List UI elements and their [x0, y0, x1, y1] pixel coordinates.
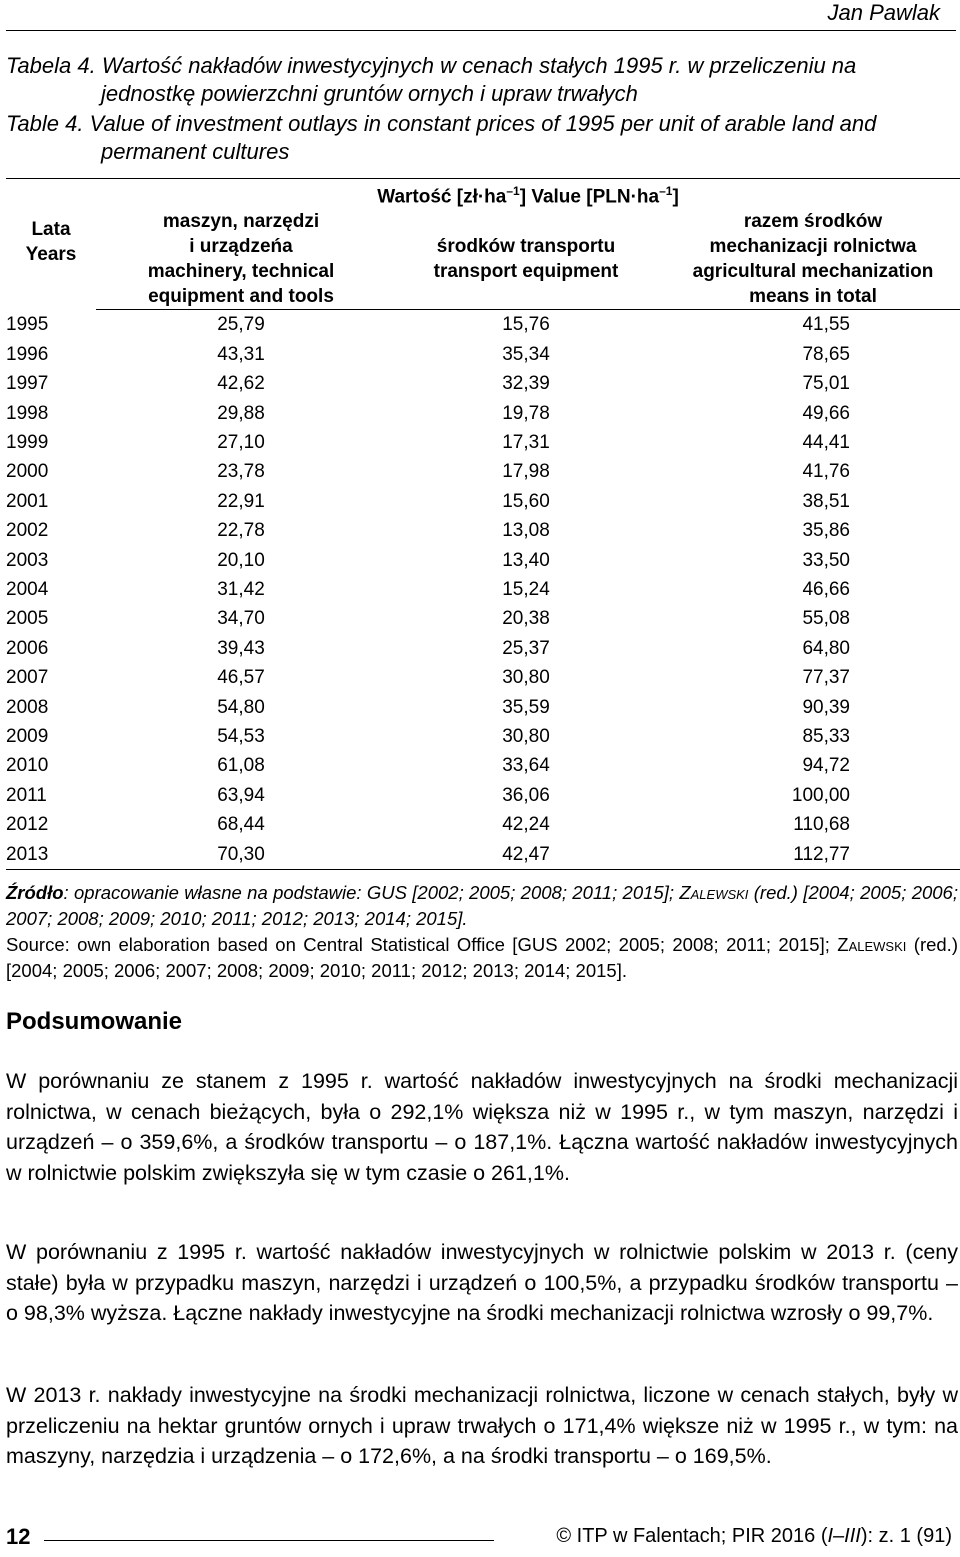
- source-pl-text-end: (red.) [2004; 2005; 2006; 2007; 2008; 2009; 2010; 2011; 2012; 2013; 2014; 2015].: [6, 882, 958, 929]
- cell-total: 46,66: [802, 578, 850, 600]
- cell-machinery: 54,80: [217, 696, 265, 718]
- page-number: 12: [6, 1524, 31, 1549]
- source-en-author: Zalewski: [837, 934, 907, 955]
- cell-year: 2004: [6, 578, 49, 600]
- cell-machinery: 27,10: [217, 431, 265, 453]
- investment-table: [6, 178, 960, 870]
- cell-year: 1996: [6, 343, 49, 365]
- running-header-author: Jan Pawlak: [827, 0, 940, 25]
- cell-total: 94,72: [802, 755, 850, 777]
- cell-transport: 25,37: [502, 637, 550, 659]
- group-header-value: [96, 179, 960, 210]
- cell-total: 35,86: [802, 520, 850, 542]
- cell-total: 33,50: [802, 549, 850, 571]
- cell-year: 2007: [6, 667, 49, 689]
- cell-total: 100,00: [791, 784, 850, 806]
- col-header-machinery: [96, 209, 386, 310]
- cell-total: 41,55: [802, 314, 850, 336]
- cell-total: 49,66: [802, 402, 850, 424]
- table-row: [6, 663, 960, 692]
- cell-year: 1998: [6, 402, 49, 424]
- footer-journal-issue: I–III: [827, 1525, 861, 1547]
- cell-transport: 17,31: [502, 431, 550, 453]
- section-title: Podsumowanie: [6, 1008, 183, 1035]
- table-row: [6, 722, 960, 751]
- cell-machinery: 42,62: [217, 373, 265, 395]
- table-caption-pl: [6, 52, 956, 108]
- footer-journal-text-end: ): z. 1 (91): [860, 1525, 952, 1547]
- col-machinery-line: maszyn, narzędzi: [162, 211, 320, 233]
- table-row: [6, 428, 960, 457]
- col-total-line: agricultural mechanization: [692, 261, 934, 283]
- table-row: [6, 693, 960, 722]
- cell-transport: 20,38: [502, 608, 550, 630]
- cell-total: 41,76: [802, 461, 850, 483]
- source-en-text: Source: own elaboration based on Central Statistical Office [GUS 2002; 2005; 2008; 2011; 2015];: [6, 934, 838, 955]
- summary-paragraph-1: [6, 1066, 958, 1188]
- cell-total: 112,77: [666, 840, 960, 870]
- cell-total: 110,68: [793, 814, 850, 836]
- table-row: [6, 310, 960, 340]
- summary-paragraph-3: [6, 1380, 958, 1472]
- cell-year: 2011: [6, 784, 47, 806]
- cell-machinery: 63,94: [217, 784, 265, 806]
- footer-journal-text: © ITP w Falentach; PIR 2016 (: [556, 1525, 828, 1547]
- cell-machinery: 70,30: [96, 840, 386, 870]
- cell-machinery: 34,70: [217, 608, 265, 630]
- source-pl-author: Zalewski: [679, 882, 749, 903]
- cell-machinery: 25,79: [217, 314, 265, 336]
- caption-en-line-1: Table 4. Value of investment outlays in constant prices of 1995 per unit of arable land and: [6, 111, 877, 136]
- caption-pl-line-2: jednostkę powierzchni gruntów ornych i upraw trwałych: [101, 81, 638, 106]
- cell-total: 77,37: [802, 667, 850, 689]
- summary-paragraph-2: [6, 1237, 958, 1329]
- col-year-pl: Lata: [31, 219, 71, 240]
- cell-transport: 17,98: [502, 461, 550, 483]
- table-source: [6, 880, 958, 984]
- cell-year: 2002: [6, 520, 49, 542]
- cell-year: 2001: [6, 490, 49, 512]
- cell-transport: 19,78: [502, 402, 550, 424]
- cell-year: 2009: [6, 726, 49, 748]
- cell-transport: 42,47: [386, 840, 666, 870]
- table-row: [6, 781, 960, 810]
- source-en: [6, 932, 958, 984]
- col-machinery-line: i urządzeńa: [189, 236, 293, 258]
- cell-total: 38,51: [802, 490, 850, 512]
- cell-transport: 36,06: [502, 784, 550, 806]
- cell-transport: 35,59: [502, 696, 550, 718]
- cell-total: 55,08: [802, 608, 850, 630]
- table-body: [6, 310, 960, 870]
- table-row: [6, 457, 960, 486]
- group-header-sup: –1: [659, 184, 673, 198]
- table-row: [6, 751, 960, 780]
- cell-transport: 42,24: [502, 814, 550, 836]
- cell-year: 1997: [6, 373, 49, 395]
- col-machinery-line: machinery, technical: [147, 261, 335, 283]
- cell-machinery: 39,43: [217, 637, 265, 659]
- cell-year: 2010: [6, 755, 49, 777]
- cell-machinery: 46,57: [217, 667, 265, 689]
- cell-transport: 32,39: [502, 373, 550, 395]
- source-pl: [6, 880, 958, 932]
- group-header-part: ] Value [PLN·ha: [519, 186, 660, 208]
- cell-total: 44,41: [802, 431, 850, 453]
- cell-machinery: 29,88: [217, 402, 265, 424]
- paragraph-text: W porównaniu ze stanem z 1995 r. wartość nakładów inwestycyjnych na środki mechanizacji rolnictwa, w cenach bieżących, była o 292,1% większa niż w 1995 r., w tym maszyn, narzędzi i urządzeń – o 359,6%, a środków transportu – o 187,1%. Łączna wartość nakładów inwestycyjnych w rolnictwie polskim zwiększyła się w tym czasie o 261,1%.: [6, 1069, 958, 1185]
- cell-year: 2005: [6, 608, 49, 630]
- table-row: [6, 575, 960, 604]
- cell-year: 1999: [6, 431, 49, 453]
- table-row: [6, 399, 960, 428]
- table-row: [6, 516, 960, 545]
- source-pl-text: : opracowanie własne na podstawie: GUS [2002; 2005; 2008; 2011; 2015];: [63, 882, 680, 903]
- cell-transport: 30,80: [502, 667, 550, 689]
- caption-pl-line-1: Tabela 4. Wartość nakładów inwestycyjnych w cenach stałych 1995 r. w przeliczeniu na: [6, 53, 857, 78]
- cell-machinery: 20,10: [217, 549, 265, 571]
- source-en-text-end: (red.) [2004; 2005; 2006; 2007; 2008; 2009; 2010; 2011; 2012; 2013; 2014; 2015].: [6, 934, 958, 981]
- table-caption-en: [6, 110, 956, 166]
- cell-year: 2003: [6, 549, 49, 571]
- table-row: [6, 487, 960, 516]
- cell-year: 2012: [6, 814, 49, 836]
- cell-transport: 15,76: [502, 314, 550, 336]
- cell-total: 78,65: [802, 343, 850, 365]
- cell-year: 2008: [6, 696, 49, 718]
- col-transport-line: transport equipment: [433, 261, 619, 283]
- table-row: [6, 604, 960, 633]
- cell-machinery: 22,91: [217, 490, 265, 512]
- footer-divider: [44, 1540, 494, 1541]
- group-header-sup: –1: [506, 184, 520, 198]
- table-row: [6, 369, 960, 398]
- col-header-total: [666, 209, 960, 310]
- table-row: [6, 634, 960, 663]
- cell-transport: 35,34: [502, 343, 550, 365]
- cell-total: 90,39: [802, 696, 850, 718]
- group-header-part: ]: [672, 186, 679, 208]
- cell-total: 75,01: [802, 373, 850, 395]
- col-header-transport: [386, 209, 666, 310]
- col-transport-line: środków transportu: [436, 236, 616, 258]
- col-machinery-line: equipment and tools: [148, 286, 334, 308]
- paragraph-text: W 2013 r. nakłady inwestycyjne na środki mechanizacji rolnictwa, liczone w cenach stałych, były w przeliczeniu na hektar gruntów ornych i upraw trwałych o 171,4% większe niż w 1995 r., w tym: na maszyny, narzędzia i urządzenia – o 172,6%, a na środki transportu – o 169,5%.: [6, 1383, 958, 1468]
- source-pl-label: Źródło: [6, 882, 64, 903]
- cell-year: 2006: [6, 637, 49, 659]
- cell-machinery: 22,78: [217, 520, 265, 542]
- cell-machinery: 43,31: [217, 343, 265, 365]
- table-row: [6, 340, 960, 369]
- group-header-part: Wartość [zł·ha: [377, 186, 507, 208]
- cell-year: 2000: [6, 461, 49, 483]
- cell-transport: 13,40: [502, 549, 550, 571]
- col-total-line: mechanizacji rolnictwa: [709, 236, 917, 258]
- cell-transport: 15,60: [502, 490, 550, 512]
- cell-transport: 13,08: [502, 520, 550, 542]
- footer-journal: [556, 1525, 952, 1548]
- cell-year: 1995: [6, 314, 49, 336]
- cell-machinery: 23,78: [217, 461, 265, 483]
- caption-en-line-2: permanent cultures: [101, 139, 290, 164]
- cell-transport: 15,24: [502, 578, 550, 600]
- table-row: [6, 840, 960, 870]
- col-header-year: [6, 179, 96, 310]
- cell-machinery: 54,53: [217, 726, 265, 748]
- table-row: [6, 546, 960, 575]
- col-year-en: Years: [25, 244, 77, 265]
- col-total-line: razem środków: [743, 211, 883, 233]
- cell-transport: 33,64: [502, 755, 550, 777]
- header-divider: [6, 30, 956, 31]
- table-row: [6, 810, 960, 839]
- cell-machinery: 31,42: [217, 578, 265, 600]
- cell-machinery: 68,44: [217, 814, 265, 836]
- cell-machinery: 61,08: [217, 755, 265, 777]
- paragraph-text: W porównaniu z 1995 r. wartość nakładów inwestycyjnych w rolnictwie polskim w 2013 r. (ceny stałe) była w przypadku maszyn, narzędzi i urządzeń o 100,5%, a przypadku środków transportu – o 98,3% wyższa. Łączne nakłady inwestycyjne na środki mechanizacji rolnictwa wzrosły o 99,7%.: [6, 1240, 958, 1325]
- cell-total: 64,80: [802, 637, 850, 659]
- cell-transport: 30,80: [502, 726, 550, 748]
- cell-total: 85,33: [802, 726, 850, 748]
- cell-year: 2013: [6, 840, 96, 870]
- col-total-line: means in total: [749, 286, 877, 308]
